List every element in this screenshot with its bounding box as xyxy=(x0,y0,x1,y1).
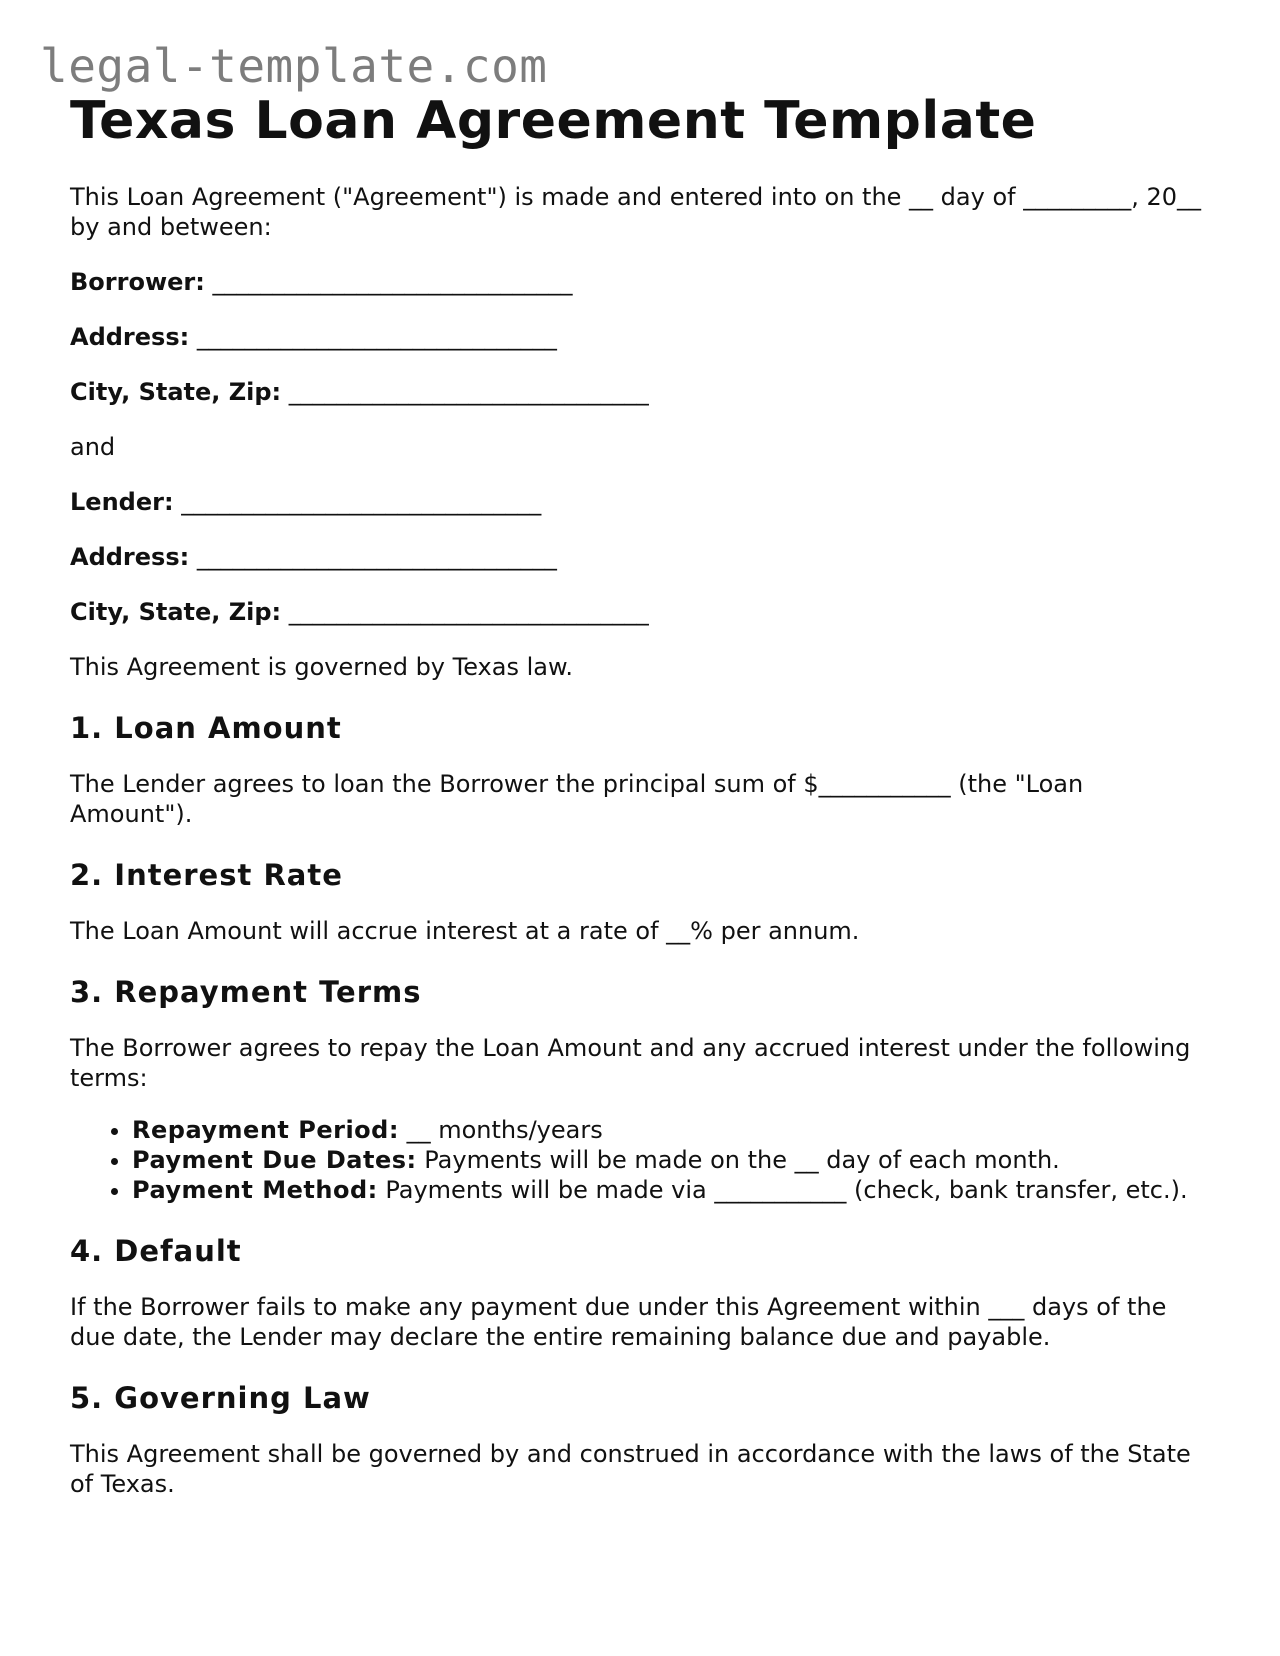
lender-address-field xyxy=(70,542,1210,572)
borrower-city-label: City, State, Zip: xyxy=(70,378,282,406)
section-text-interest-rate: The Loan Amount will accrue interest at a rate of __% per annum. xyxy=(70,917,860,945)
lender-address-label: Address: xyxy=(70,543,190,571)
section-text-default: If the Borrower fails to make any payment due under this Agreement within ___ days of the due date, the Lender may declare the entire remaining balance due and payable. xyxy=(70,1293,1167,1351)
borrower-city-blank[interactable]: ______________________________ xyxy=(288,378,649,406)
lender-city-label: City, State, Zip: xyxy=(70,598,282,626)
list-item-label: Repayment Period: xyxy=(132,1116,399,1144)
borrower-address-field xyxy=(70,322,1210,352)
and-text: and xyxy=(70,433,116,461)
section-heading-repayment: 3. Repayment Terms xyxy=(70,975,422,1009)
governed-statement: This Agreement is governed by Texas law. xyxy=(70,653,574,681)
intro-paragraph: This Loan Agreement ("Agreement") is made and entered into on the __ day of _________, 20__ by and between: xyxy=(70,183,1202,241)
list-item xyxy=(132,1145,1210,1175)
borrower-name-field xyxy=(70,267,1210,297)
section-text-repayment: The Borrower agrees to repay the Loan Amount and any accrued interest under the following terms: xyxy=(70,1034,1191,1092)
list-item-text: Payments will be made via ___________ (check, bank transfer, etc.). xyxy=(377,1176,1188,1204)
list-item-label: Payment Due Dates: xyxy=(132,1146,417,1174)
section-heading-loan-amount: 1. Loan Amount xyxy=(70,711,342,745)
lender-name-field xyxy=(70,487,1210,517)
borrower-label: Borrower: xyxy=(70,268,205,296)
document-body xyxy=(70,88,1210,1499)
list-item-label: Payment Method: xyxy=(132,1176,378,1204)
borrower-address-blank[interactable]: ______________________________ xyxy=(196,323,557,351)
lender-blank[interactable]: ______________________________ xyxy=(181,488,542,516)
section-heading-default: 4. Default xyxy=(70,1234,242,1268)
borrower-address-label: Address: xyxy=(70,323,190,351)
lender-city-blank[interactable]: ______________________________ xyxy=(288,598,649,626)
repayment-terms-list xyxy=(70,1115,1210,1205)
section-text-loan-amount: The Lender agrees to loan the Borrower the principal sum of $___________ (the "Loan Amount"). xyxy=(70,770,1084,828)
borrower-city-field xyxy=(70,377,1210,407)
section-text-governing-law: This Agreement shall be governed by and construed in accordance with the laws of the State of Texas. xyxy=(70,1440,1191,1498)
borrower-blank[interactable]: ______________________________ xyxy=(212,268,573,296)
section-heading-governing-law: 5. Governing Law xyxy=(70,1381,371,1415)
lender-address-blank[interactable]: ______________________________ xyxy=(196,543,557,571)
list-item xyxy=(132,1115,1210,1145)
list-item-text: __ months/years xyxy=(398,1116,603,1144)
section-heading-interest-rate: 2. Interest Rate xyxy=(70,858,343,892)
lender-city-field xyxy=(70,597,1210,627)
watermark: legal-template.com xyxy=(40,39,548,93)
page-title: Texas Loan Agreement Template xyxy=(70,91,1037,151)
list-item-text: Payments will be made on the __ day of each month. xyxy=(416,1146,1060,1174)
list-item xyxy=(132,1175,1210,1205)
lender-label: Lender: xyxy=(70,488,174,516)
